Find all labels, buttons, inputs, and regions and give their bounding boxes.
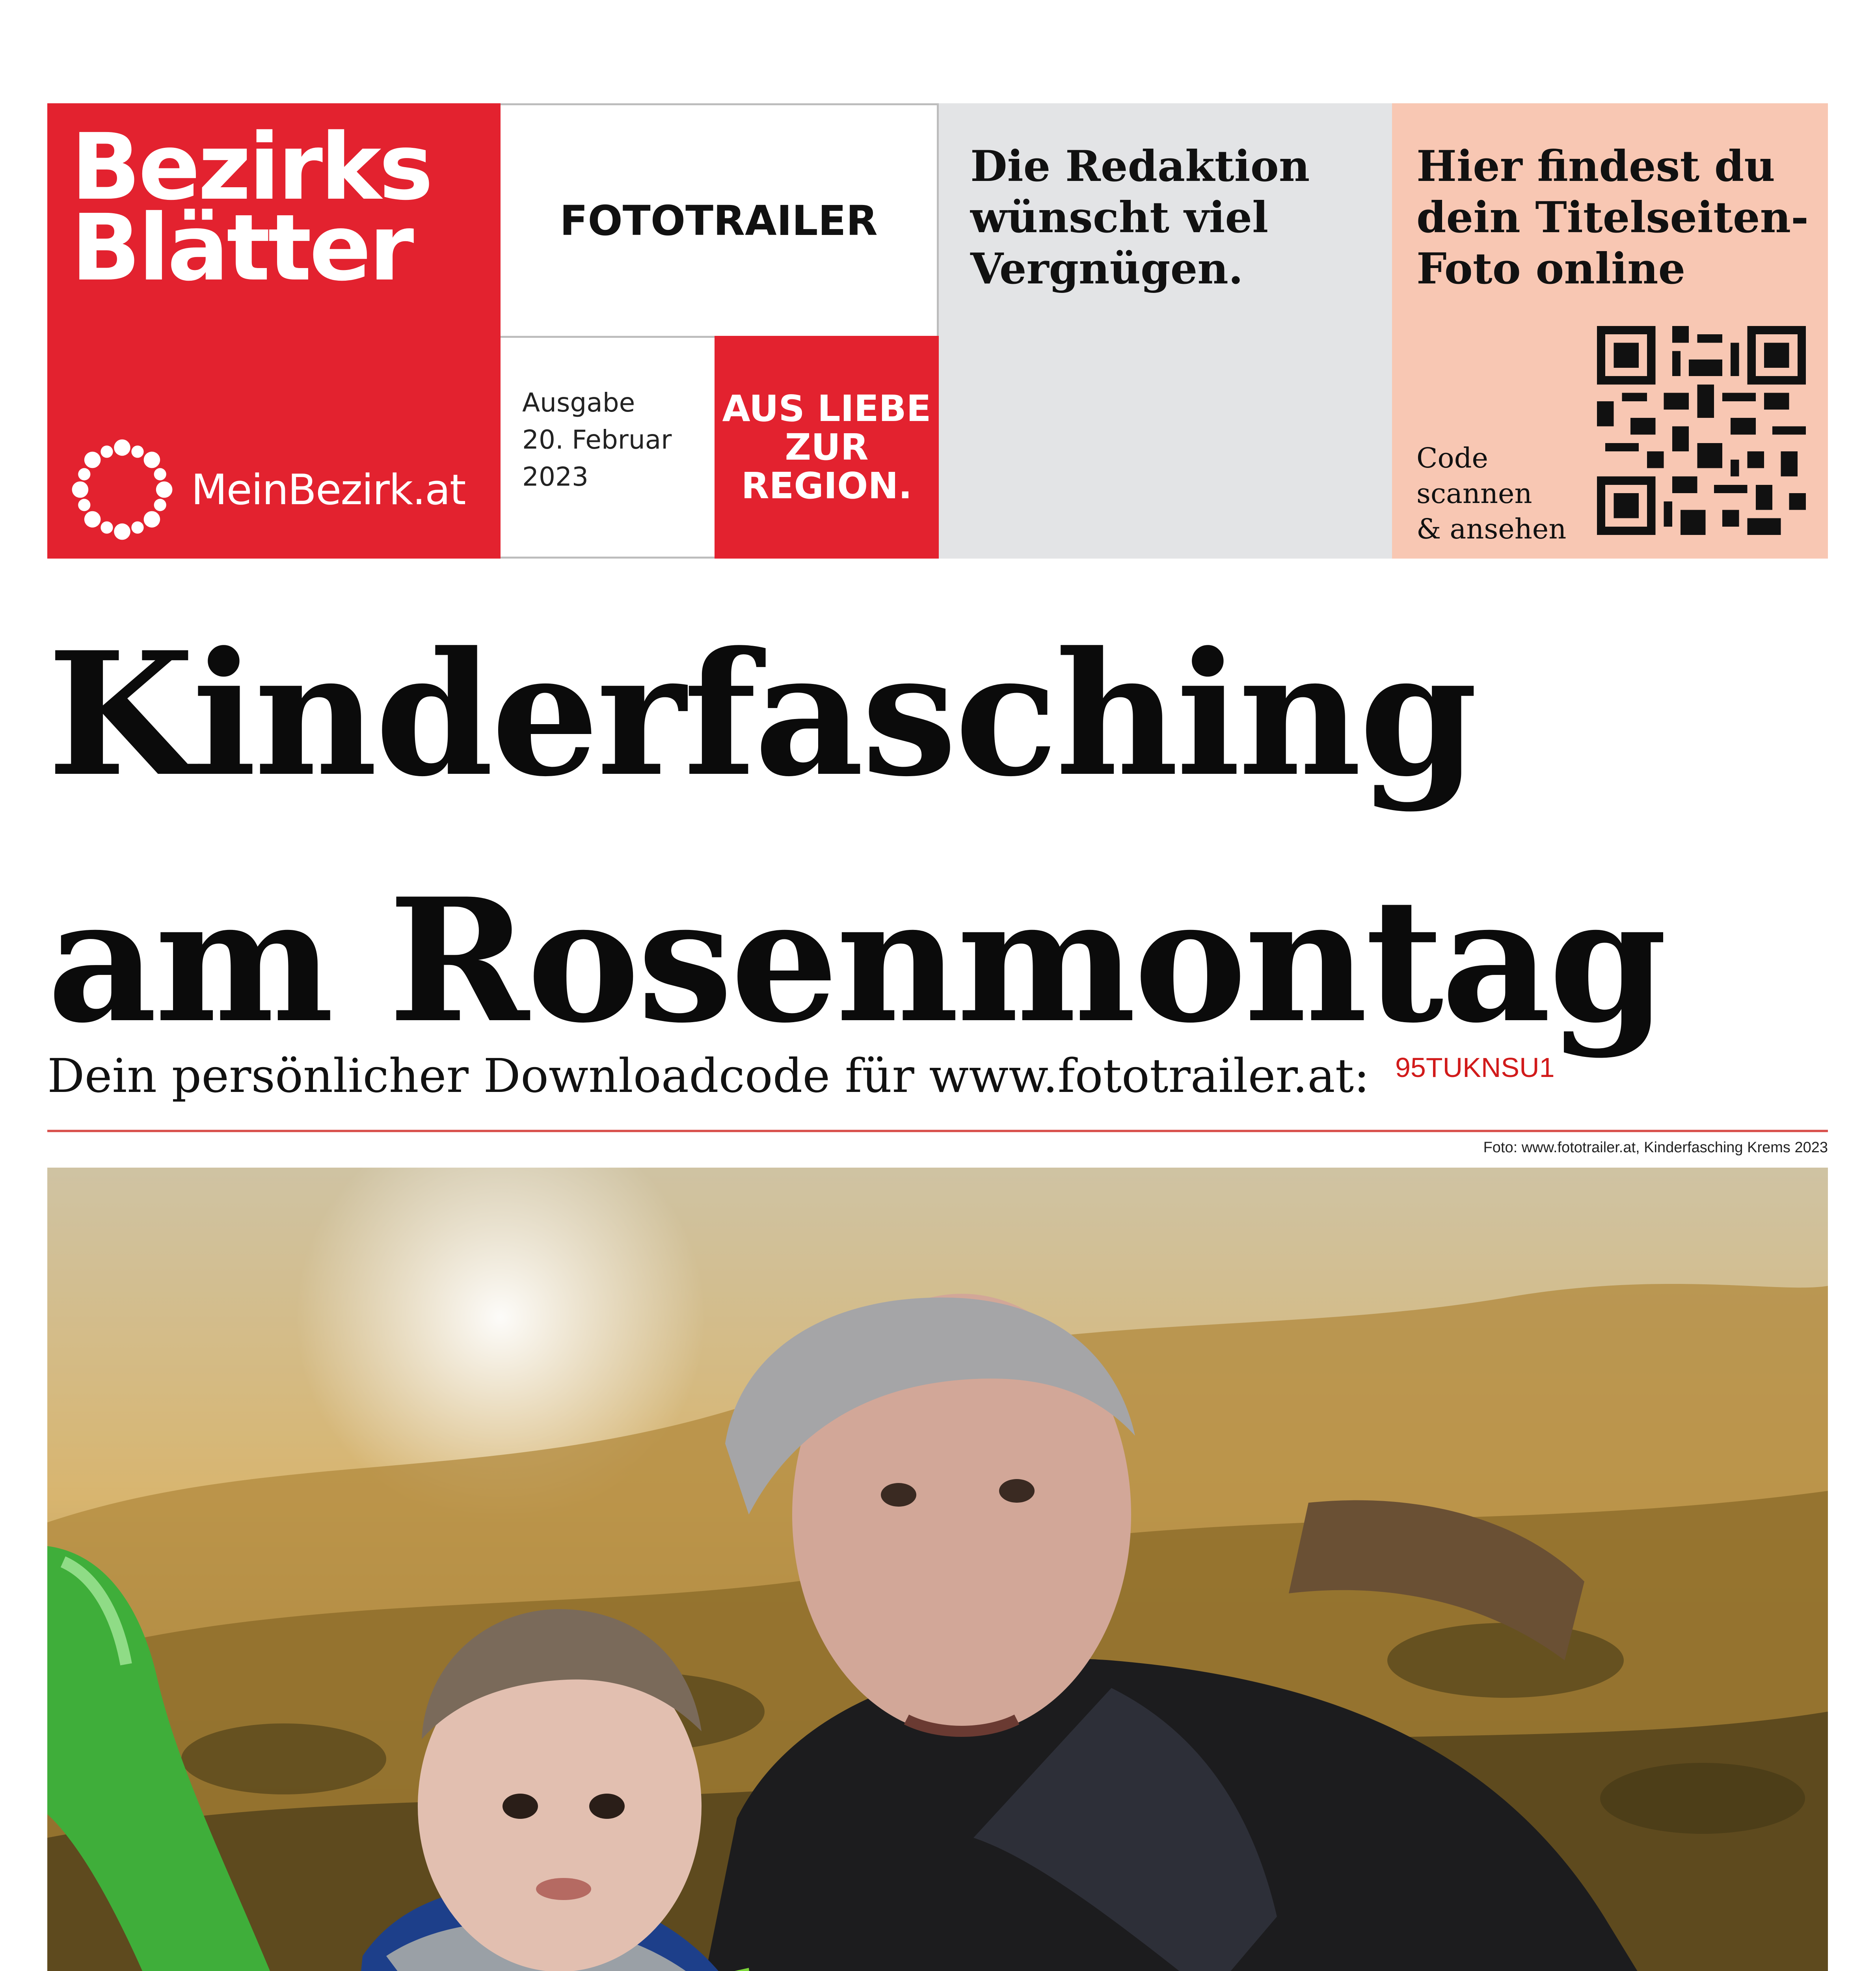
download-instruction: Dein persönlicher Downloadcode für www.fototrailer.at: — [47, 1049, 1370, 1103]
scan-line-1: Code — [1416, 442, 1488, 474]
section-panel — [501, 103, 939, 336]
issue-year: 2023 — [522, 462, 588, 492]
bezirksblaetter-logo-panel — [47, 103, 501, 559]
scan-instruction — [1416, 440, 1566, 547]
greeting-line-3: Vergnügen. — [970, 244, 1243, 294]
site-row — [71, 438, 465, 541]
logo-line-2: Blätter — [71, 195, 412, 301]
scan-line-3: & ansehen — [1416, 513, 1567, 545]
site-url: MeinBezirk.at — [191, 465, 465, 514]
slogan-line-3: REGION. — [741, 464, 912, 507]
headline-line-1: Kinderfasching — [47, 615, 1476, 814]
redaktion-panel — [939, 103, 1392, 559]
online-panel — [1392, 103, 1828, 559]
issue-day: 20. Februar — [522, 425, 672, 455]
online-line-1: Hier findest du — [1416, 142, 1775, 191]
greeting-line-2: wünscht viel — [970, 193, 1269, 242]
greeting-line-1: Die Redaktion — [970, 142, 1310, 191]
redaktion-greeting — [970, 141, 1310, 294]
qr-code-icon[interactable] — [1597, 326, 1806, 535]
section-label: FOTOTRAILER — [560, 196, 878, 245]
slogan-panel — [715, 336, 939, 559]
slogan-line-1: AUS LIEBE — [722, 387, 931, 430]
issue-panel — [501, 336, 715, 559]
headline-line-2: am Rosenmontag — [47, 861, 1665, 1060]
online-line-2: dein Titelseiten- — [1416, 193, 1809, 242]
slogan — [722, 389, 931, 505]
issue-label: Ausgabe — [522, 387, 635, 418]
photo-credit: Foto: www.fototrailer.at, Kinderfasching Krems 2023 — [1483, 1139, 1828, 1156]
online-line-3: Foto online — [1416, 244, 1686, 294]
issue-date — [522, 384, 672, 496]
divider-rule — [47, 1130, 1828, 1132]
headline — [47, 591, 1665, 1084]
download-code[interactable]: 95TUKNSU1 — [1395, 1052, 1555, 1083]
title-photo — [47, 1168, 1828, 1971]
scan-line-2: scannen — [1416, 477, 1532, 510]
slogan-line-2: ZUR — [785, 426, 869, 468]
brand-logo-text — [71, 114, 431, 301]
online-heading — [1416, 141, 1809, 294]
sun-burst-logo-icon — [71, 438, 173, 541]
logo-line-1: Bezirks — [71, 114, 431, 220]
